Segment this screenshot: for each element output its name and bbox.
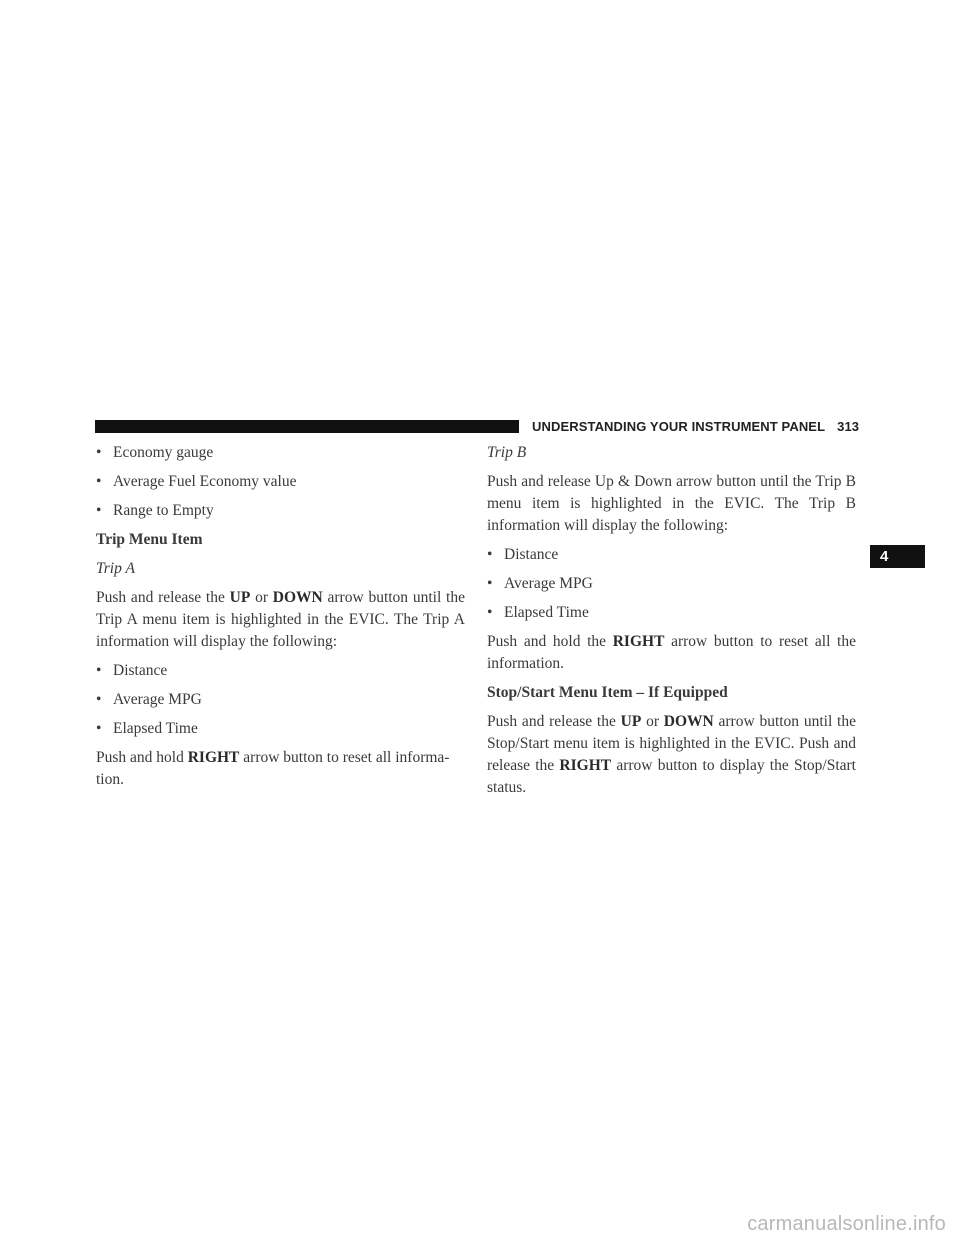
- list-item-text: Average MPG: [113, 691, 202, 708]
- list-item: [96, 689, 465, 711]
- section-heading: Trip Menu Item: [96, 531, 203, 548]
- list-item-text: Elapsed Time: [113, 720, 198, 737]
- bullet-icon: •: [96, 473, 102, 490]
- list-item-text: Elapsed Time: [504, 604, 589, 621]
- list-item-text: Distance: [504, 546, 559, 563]
- left-column: [96, 442, 465, 798]
- list-item: [96, 718, 465, 740]
- paragraph: Push and release the UP or DOWN arrow button until the Trip A menu item is highlighted in the EVIC. The Trip A information will display the following:: [96, 589, 465, 650]
- paragraph: Push and release Up & Down arrow button until the Trip B menu item is highlighted in the EVIC. The Trip B information will display the following:: [487, 473, 856, 534]
- bullet-icon: •: [487, 604, 493, 621]
- bullet-icon: •: [96, 720, 102, 737]
- bullet-icon: •: [96, 662, 102, 679]
- bullet-icon: •: [487, 546, 493, 563]
- list-item: [487, 602, 856, 624]
- list-item: [96, 500, 465, 522]
- page-number: 313: [837, 419, 860, 434]
- list-item-text: Economy gauge: [113, 444, 214, 461]
- list-item: [96, 442, 465, 464]
- bullet-icon: •: [96, 691, 102, 708]
- list-item-text: Average MPG: [504, 575, 593, 592]
- subsection-heading: Trip A: [96, 560, 135, 577]
- list-item-text: Range to Empty: [113, 502, 214, 519]
- watermark: carmanualsonline.info: [747, 1213, 946, 1235]
- list-item: [487, 544, 856, 566]
- paragraph: Push and release the UP or DOWN arrow button until the Stop/Start menu item is highlighted in the EVIC. Push and release the RIGHT arrow button to display the Stop/Start status.: [487, 713, 856, 796]
- paragraph: Push and hold the RIGHT arrow button to reset all the information.: [487, 633, 856, 672]
- chapter-tab: 4: [870, 545, 925, 568]
- bullet-icon: •: [487, 575, 493, 592]
- list-item-text: Distance: [113, 662, 168, 679]
- running-header: [532, 419, 859, 434]
- list-item-text: Average Fuel Economy value: [113, 473, 297, 490]
- right-column: [487, 442, 856, 806]
- section-heading: Stop/Start Menu Item – If Equipped: [487, 684, 728, 701]
- paragraph: Push and hold RIGHT arrow button to reset all informa-tion.: [96, 749, 450, 788]
- bullet-icon: •: [96, 502, 102, 519]
- bullet-icon: •: [96, 444, 102, 461]
- header-rule: [95, 420, 519, 433]
- subsection-heading: Trip B: [487, 444, 527, 461]
- list-item: [96, 660, 465, 682]
- list-item: [487, 573, 856, 595]
- list-item: [96, 471, 465, 493]
- section-title: UNDERSTANDING YOUR INSTRUMENT PANEL: [532, 419, 826, 434]
